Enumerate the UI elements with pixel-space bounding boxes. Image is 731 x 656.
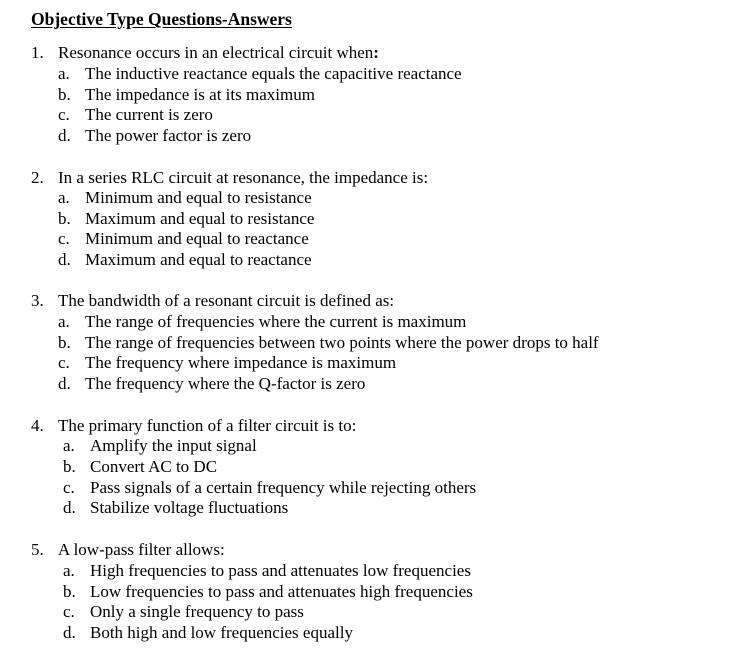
option-letter: d.	[58, 374, 71, 393]
option-letter: b.	[58, 333, 71, 352]
option-text: Maximum and equal to reactance	[85, 250, 312, 269]
option-text: Minimum and equal to resistance	[85, 188, 312, 207]
option-letter: a.	[63, 561, 75, 580]
option-letter: a.	[58, 188, 70, 207]
option-text: Low frequencies to pass and attenuates high frequencies	[90, 582, 473, 601]
option-letter: b.	[58, 209, 71, 228]
option-letter: d.	[58, 126, 71, 145]
option-text: The range of frequencies between two points where the power drops to half	[85, 333, 599, 352]
option-text: Minimum and equal to reactance	[85, 229, 309, 248]
option-text: The range of frequencies where the current is maximum	[85, 312, 467, 331]
option-letter: d.	[63, 498, 76, 517]
option-text: The current is zero	[85, 105, 213, 124]
question-number: 2.	[31, 168, 44, 187]
question-number: 5.	[31, 540, 44, 559]
option-text: Both high and low frequencies equally	[90, 623, 353, 642]
question-number: 1.	[31, 43, 44, 62]
option-text: Only a single frequency to pass	[90, 602, 304, 621]
option-text: Amplify the input signal	[90, 436, 257, 455]
question-number: 3.	[31, 291, 44, 310]
option-letter: b.	[63, 457, 76, 476]
question-text: In a series RLC circuit at resonance, the impedance is:	[58, 168, 429, 187]
option-text: The impedance is at its maximum	[85, 85, 315, 104]
option-text: High frequencies to pass and attenuates low frequencies	[90, 561, 471, 580]
option-text: The frequency where the Q-factor is zero	[85, 374, 366, 393]
option-letter: d.	[63, 623, 76, 642]
option-text: Pass signals of a certain frequency while rejecting others	[90, 478, 477, 497]
question-text	[58, 43, 379, 63]
option-text: The power factor is zero	[85, 126, 252, 145]
question-text-body: Resonance occurs in an electrical circuit when	[58, 43, 374, 62]
option-text: Stabilize voltage fluctuations	[90, 498, 289, 517]
option-letter: b.	[63, 582, 76, 601]
option-letter: c.	[58, 105, 70, 124]
option-letter: c.	[63, 602, 75, 621]
option-letter: b.	[58, 85, 71, 104]
option-text: The frequency where impedance is maximum	[85, 353, 397, 372]
page-title: Objective Type Questions-Answers	[31, 9, 292, 29]
option-letter: d.	[58, 250, 71, 269]
option-letter: a.	[58, 64, 70, 83]
option-letter: a.	[63, 436, 75, 455]
option-letter: a.	[58, 312, 70, 331]
option-text: Maximum and equal to resistance	[85, 209, 315, 228]
option-letter: c.	[58, 229, 70, 248]
option-text: Convert AC to DC	[90, 457, 218, 476]
option-letter: c.	[63, 478, 75, 497]
question-text: The primary function of a filter circuit is to:	[58, 416, 357, 435]
question-number: 4.	[31, 416, 44, 435]
question-text: The bandwidth of a resonant circuit is defined as:	[58, 291, 395, 310]
question-text: A low-pass filter allows:	[58, 540, 225, 559]
question-text-suffix: :	[373, 43, 379, 62]
option-letter: c.	[58, 353, 70, 372]
option-text: The inductive reactance equals the capacitive reactance	[85, 64, 462, 83]
